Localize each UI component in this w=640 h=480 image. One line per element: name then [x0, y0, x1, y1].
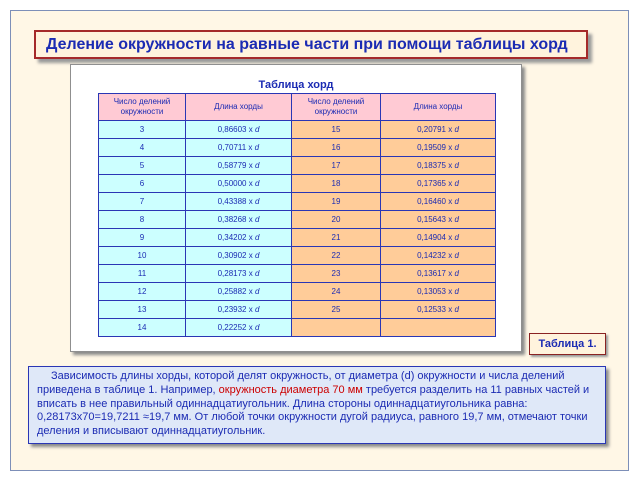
table-header-row	[99, 94, 496, 121]
chord-coefficient: 0,30902 x	[217, 251, 255, 260]
header-chord-length-1: Длина хорды	[186, 94, 292, 121]
chord-length-cell	[186, 229, 292, 247]
divisions-value: 8	[139, 215, 145, 224]
table-row	[99, 319, 496, 337]
header-divisions-2: Число делений окружности	[292, 94, 381, 121]
chord-coefficient: 0,34202 x	[217, 233, 255, 242]
diameter-variable: d	[454, 305, 459, 314]
header-chord-length-2: Длина хорды	[381, 94, 496, 121]
divisions-cell	[292, 319, 381, 337]
chord-length-cell	[381, 211, 496, 229]
table-caption-text: Таблица 1.	[538, 338, 597, 350]
page-title	[34, 30, 588, 59]
table-row	[99, 139, 496, 157]
chord-length-cell	[381, 175, 496, 193]
chord-coefficient: 0,25882 x	[217, 287, 255, 296]
chord-coefficient: 0,15643 x	[417, 215, 455, 224]
divisions-value: 19	[331, 197, 341, 206]
divisions-value: 5	[139, 161, 145, 170]
divisions-cell	[99, 139, 186, 157]
divisions-value: 4	[139, 143, 145, 152]
chord-length-cell	[381, 139, 496, 157]
diameter-variable: d	[254, 143, 260, 152]
chord-coefficient: 0,43388 x	[217, 197, 255, 206]
divisions-cell	[292, 157, 381, 175]
chord-length-cell	[186, 211, 292, 229]
divisions-cell	[99, 247, 186, 265]
divisions-cell	[99, 121, 186, 139]
chord-coefficient: 0,50000 x	[217, 179, 255, 188]
chord-coefficient: 0,20791 x	[417, 125, 455, 134]
divisions-cell	[292, 283, 381, 301]
chord-coefficient: 0,17365 x	[417, 179, 455, 188]
chord-coefficient: 0,13617 x	[417, 269, 455, 278]
chord-length-cell	[186, 319, 292, 337]
chord-length-cell	[186, 283, 292, 301]
chord-length-cell	[186, 193, 292, 211]
table-row	[99, 301, 496, 319]
diameter-variable: d	[454, 143, 459, 152]
divisions-cell	[292, 193, 381, 211]
chord-length-cell	[381, 301, 496, 319]
divisions-value: 17	[331, 161, 341, 170]
divisions-value: 9	[139, 233, 145, 242]
diameter-variable: d	[254, 233, 260, 242]
table-row	[99, 265, 496, 283]
chord-length-cell	[186, 175, 292, 193]
divisions-value: 7	[139, 197, 145, 206]
chord-length-cell	[186, 265, 292, 283]
divisions-value: 11	[137, 269, 147, 278]
divisions-cell	[99, 211, 186, 229]
diameter-variable: d	[454, 233, 459, 242]
diameter-variable: d	[454, 161, 459, 170]
diameter-variable: d	[254, 179, 260, 188]
chord-length-cell	[381, 157, 496, 175]
diameter-variable: d	[254, 287, 260, 296]
diameter-variable: d	[254, 215, 260, 224]
table-row	[99, 229, 496, 247]
divisions-cell	[292, 211, 381, 229]
divisions-cell	[292, 301, 381, 319]
divisions-cell	[292, 247, 381, 265]
table-row	[99, 193, 496, 211]
chord-coefficient: 0,86603 x	[217, 125, 255, 134]
chord-length-cell	[381, 121, 496, 139]
diameter-variable: d	[454, 251, 459, 260]
diameter-variable: d	[254, 269, 260, 278]
divisions-value: 20	[331, 215, 341, 224]
divisions-value: 13	[137, 305, 147, 314]
paragraph-highlight: окружность диаметра 70 мм	[218, 383, 363, 396]
chord-length-cell	[381, 283, 496, 301]
diameter-variable: d	[454, 287, 459, 296]
divisions-cell	[292, 175, 381, 193]
divisions-cell	[99, 193, 186, 211]
chord-coefficient: 0,18375 x	[417, 161, 455, 170]
chord-coefficient: 0,12533 x	[417, 305, 455, 314]
chord-length-cell	[381, 265, 496, 283]
chord-length-cell	[186, 247, 292, 265]
diameter-variable: d	[454, 125, 459, 134]
divisions-value: 25	[331, 305, 341, 314]
divisions-value: 22	[331, 251, 341, 260]
divisions-value: 23	[331, 269, 341, 278]
diameter-variable: d	[454, 179, 459, 188]
divisions-value: 18	[331, 179, 341, 188]
divisions-value: 6	[139, 179, 145, 188]
chord-length-cell	[186, 157, 292, 175]
diameter-variable: d	[254, 251, 260, 260]
divisions-cell	[99, 283, 186, 301]
chord-coefficient: 0,22252 x	[217, 323, 255, 332]
chord-length-cell	[186, 301, 292, 319]
chord-coefficient: 0,14232 x	[417, 251, 455, 260]
table-caption	[529, 333, 606, 355]
divisions-value: 15	[331, 125, 341, 134]
chord-coefficient: 0,13053 x	[417, 287, 455, 296]
page-title-text: Деление окружности на равные части при помощи таблицы хорд	[46, 35, 568, 53]
table-row	[99, 175, 496, 193]
divisions-cell	[292, 229, 381, 247]
divisions-value: 21	[331, 233, 341, 242]
chord-length-cell	[186, 139, 292, 157]
divisions-value: 12	[137, 287, 147, 296]
chord-length-cell	[381, 247, 496, 265]
paragraph-text-2: требуется разделить на 11 равных частей и вписать в нее правильный одиннадцатиугольник. Длина стороны одиннадцатиугольника равна: 0,28173х70=19,7211 ≈19,7 мм. От любой точки окружности дугой радиуса, равного 19,7 мм, отмечают точки деления и вписывают одиннадцатиугольник.	[37, 383, 590, 438]
divisions-cell	[99, 301, 186, 319]
chord-coefficient: 0,70711 x	[217, 143, 255, 152]
divisions-cell	[99, 265, 186, 283]
diameter-variable: d	[454, 215, 459, 224]
header-divisions-1: Число делений окружности	[99, 94, 186, 121]
table-row	[99, 283, 496, 301]
diameter-variable: d	[254, 125, 260, 134]
divisions-value: 10	[137, 251, 147, 260]
diameter-variable: d	[254, 305, 260, 314]
chord-coefficient: 0,28173 x	[217, 269, 255, 278]
divisions-value: 16	[331, 143, 341, 152]
diameter-variable: d	[254, 323, 260, 332]
chord-coefficient: 0,23932 x	[217, 305, 255, 314]
diameter-variable: d	[454, 269, 459, 278]
chord-coefficient: 0,14904 x	[417, 233, 455, 242]
divisions-cell	[99, 229, 186, 247]
table-row	[99, 211, 496, 229]
divisions-cell	[292, 139, 381, 157]
table-row	[99, 121, 496, 139]
diameter-variable: d	[254, 197, 260, 206]
divisions-value: 14	[137, 323, 147, 332]
chord-length-cell	[186, 121, 292, 139]
table-row	[99, 157, 496, 175]
chord-length-cell	[381, 229, 496, 247]
chord-coefficient: 0,58779 x	[217, 161, 255, 170]
table-row	[99, 247, 496, 265]
chord-length-cell	[381, 319, 496, 337]
divisions-cell	[99, 157, 186, 175]
chord-coefficient: 0,38268 x	[217, 215, 255, 224]
chord-table	[98, 93, 496, 337]
chord-coefficient: 0,16460 x	[417, 197, 455, 206]
explanation-paragraph	[28, 366, 606, 444]
divisions-cell	[292, 265, 381, 283]
chord-coefficient: 0,19509 x	[417, 143, 455, 152]
divisions-cell	[292, 121, 381, 139]
diameter-variable: d	[254, 161, 260, 170]
divisions-cell	[99, 175, 186, 193]
divisions-value: 24	[331, 287, 341, 296]
chord-length-cell	[381, 193, 496, 211]
chord-table-panel	[70, 64, 522, 352]
table-title: Таблица хорд	[258, 79, 334, 91]
divisions-cell	[99, 319, 186, 337]
paragraph-text-1: Зависимость длины хорды, которой делят окружность, от диаметра (d) окружности и числа делений приведена в таблице 1. Например,	[37, 370, 565, 396]
divisions-value: 3	[139, 125, 145, 134]
diameter-variable: d	[454, 197, 459, 206]
